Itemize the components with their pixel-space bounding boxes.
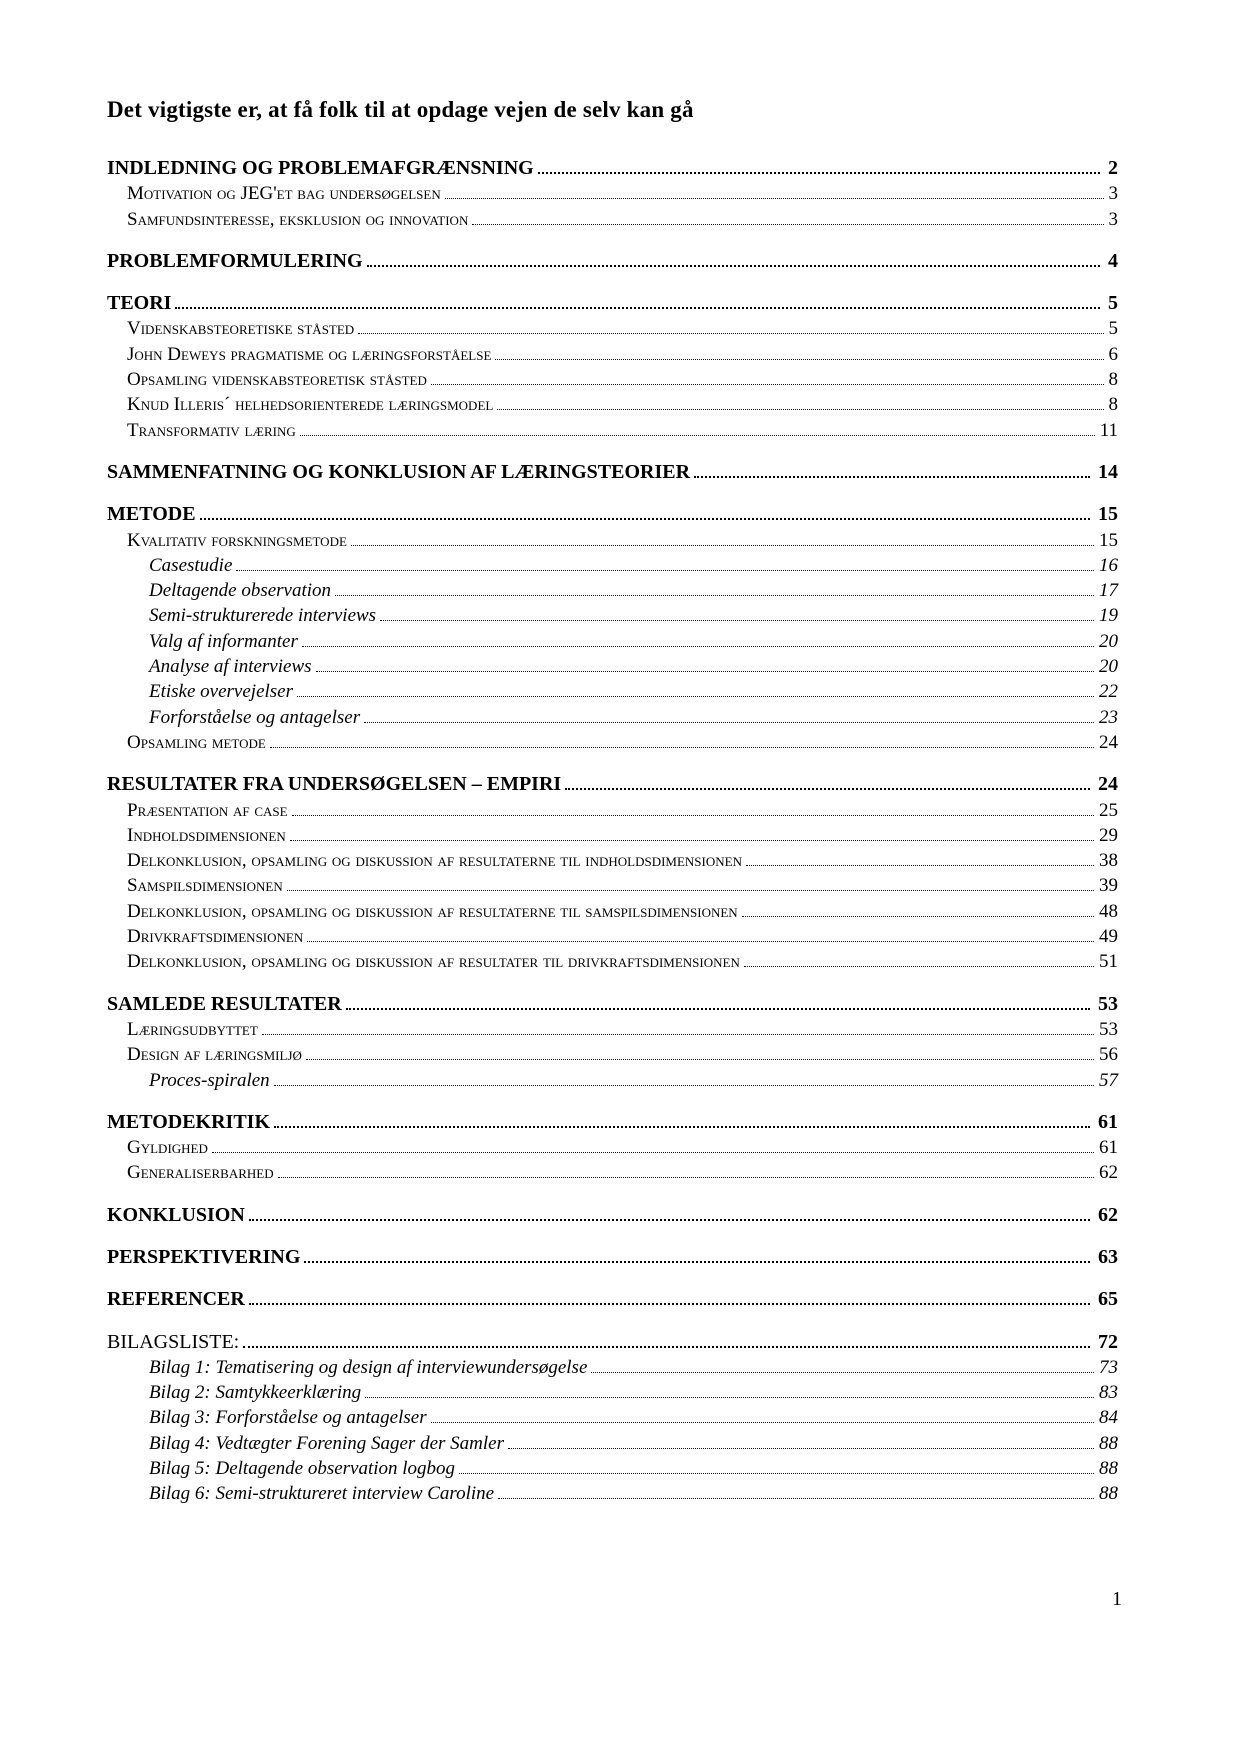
toc-entry[interactable] (149, 679, 1118, 704)
toc-page-number: 62 (1098, 1203, 1118, 1226)
toc-dotted-leader (742, 916, 1094, 917)
toc-dotted-leader (274, 1085, 1094, 1086)
toc-entry-label: BILAGSLISTE: (107, 1330, 240, 1353)
toc-page-number: 73 (1099, 1356, 1118, 1378)
toc-dotted-leader (351, 545, 1094, 546)
toc-page-number: 38 (1099, 850, 1118, 872)
toc-entry[interactable] (107, 502, 1118, 527)
toc-page-number: 20 (1099, 630, 1118, 652)
toc-entry[interactable] (107, 1203, 1118, 1228)
toc-entry[interactable] (149, 1355, 1118, 1380)
footer-page-number: 1 (1112, 1588, 1122, 1610)
toc-entry-label: Forforståelse og antagelser (149, 706, 361, 728)
toc-dotted-leader (249, 1219, 1090, 1221)
toc-entry[interactable] (127, 181, 1118, 206)
toc-page-number: 15 (1098, 503, 1118, 526)
toc-entry-label: KONKLUSION (107, 1203, 245, 1226)
toc-page-number: 65 (1098, 1288, 1118, 1311)
toc-entry[interactable] (127, 899, 1118, 924)
toc-entry[interactable] (149, 603, 1118, 628)
toc-entry[interactable] (107, 156, 1118, 181)
toc-page-number: 16 (1099, 554, 1118, 576)
toc-page-number: 4 (1108, 249, 1118, 272)
toc-dotted-leader (495, 359, 1103, 360)
toc-page-number: 24 (1098, 773, 1118, 796)
toc-dotted-leader (287, 890, 1094, 891)
toc-entry-label: PROBLEMFORMULERING (107, 249, 363, 272)
toc-dotted-leader (358, 333, 1103, 334)
toc-entry-label: Bilag 4: Vedtægter Forening Sager der Samler (149, 1432, 504, 1454)
toc-entry[interactable] (149, 1431, 1118, 1456)
toc-entry[interactable] (149, 629, 1118, 654)
toc-entry[interactable] (127, 848, 1118, 873)
toc-dotted-leader (744, 966, 1094, 967)
toc-entry[interactable] (107, 772, 1118, 797)
toc-entry[interactable] (149, 654, 1118, 679)
toc-dotted-leader (497, 409, 1103, 410)
toc-entry-label: RESULTATER FRA UNDERSØGELSEN – EMPIRI (107, 773, 562, 796)
toc-page-number: 20 (1099, 656, 1118, 678)
toc-dotted-leader (459, 1473, 1094, 1474)
toc-page-number: 84 (1099, 1407, 1118, 1429)
toc-entry-label: PERSPEKTIVERING (107, 1245, 301, 1268)
toc-entry-label: Opsamling metode (127, 731, 266, 753)
toc-entry-label: Kvalitativ forskningsmetode (127, 529, 347, 551)
toc-entry-label: Videnskabsteoretiske ståsted (127, 318, 355, 340)
toc-page-number: 11 (1099, 419, 1118, 441)
toc-dotted-leader (316, 671, 1094, 672)
toc-entry[interactable] (149, 705, 1118, 730)
document-title: Det vigtigste er, at få folk til at opdage vejen de selv kan gå (107, 97, 694, 122)
toc-entry-label: Læringsudbyttet (127, 1018, 258, 1040)
toc-entry-label: Bilag 1: Tematisering og design af interviewundersøgelse (149, 1356, 588, 1378)
toc-entry-label: METODE (107, 503, 196, 526)
toc-page-number: 63 (1098, 1245, 1118, 1268)
toc-dotted-leader (290, 840, 1094, 841)
toc-dotted-leader (335, 595, 1094, 596)
toc-page-number: 51 (1099, 951, 1118, 973)
toc-entry-label: Samspilsdimensionen (127, 875, 283, 897)
toc-page-number: 62 (1099, 1162, 1118, 1184)
toc-entry-label: Gyldighed (127, 1137, 208, 1159)
toc-dotted-leader (565, 788, 1090, 790)
toc-entry-label: Motivation og JEG'et bag undersøgelsen (127, 183, 441, 205)
toc-entry[interactable] (149, 1380, 1118, 1405)
toc-entry[interactable] (127, 924, 1118, 949)
toc-entry-label: SAMLEDE RESULTATER (107, 992, 342, 1015)
toc-page-number: 25 (1099, 799, 1118, 821)
toc-dotted-leader (175, 307, 1100, 309)
toc-dotted-leader (538, 172, 1100, 174)
toc-entry[interactable] (127, 798, 1118, 823)
toc-entry-label: Transformativ læring (127, 419, 296, 441)
toc-page-number: 14 (1098, 460, 1118, 483)
toc-entry[interactable] (149, 1456, 1118, 1481)
toc-entry-label: Deltagende observation (149, 580, 332, 602)
toc-page-number: 8 (1108, 394, 1118, 416)
toc-entry[interactable] (149, 578, 1118, 603)
toc-page-number: 24 (1099, 731, 1118, 753)
toc-dotted-leader (508, 1448, 1094, 1449)
toc-page-number: 22 (1099, 681, 1118, 703)
toc-dotted-leader (270, 747, 1094, 748)
toc-entry-label: Valg af informanter (149, 630, 298, 652)
toc-entry[interactable] (127, 418, 1118, 443)
toc-page-number: 57 (1099, 1069, 1118, 1091)
toc-entry-label: SAMMENFATNING OG KONKLUSION AF LÆRINGSTEORIER (107, 460, 691, 483)
toc-dotted-leader (365, 1397, 1094, 1398)
toc-entry[interactable] (127, 730, 1118, 755)
toc-entry[interactable] (127, 342, 1118, 367)
toc-entry-label: TEORI (107, 292, 172, 315)
toc-entry[interactable] (127, 1135, 1118, 1160)
toc-page-number: 29 (1099, 824, 1118, 846)
toc-entry[interactable] (127, 823, 1118, 848)
toc-page-number: 39 (1099, 875, 1118, 897)
toc-dotted-leader (380, 620, 1094, 621)
toc-entry[interactable] (107, 249, 1118, 274)
toc-page-number: 17 (1099, 580, 1118, 602)
toc-entry[interactable] (127, 316, 1118, 341)
toc-page-number: 88 (1099, 1458, 1118, 1480)
toc-page-number: 53 (1098, 992, 1118, 1015)
toc-entry[interactable] (127, 1160, 1118, 1185)
toc-entry[interactable] (107, 1330, 1118, 1355)
toc-dotted-leader (278, 1177, 1094, 1178)
toc-page-number: 88 (1099, 1483, 1118, 1505)
toc-entry[interactable] (127, 528, 1118, 553)
toc-dotted-leader (302, 646, 1094, 647)
toc-dotted-leader (472, 224, 1103, 225)
toc-page-number: 2 (1108, 157, 1118, 179)
toc-dotted-leader (297, 696, 1094, 697)
toc-dotted-leader (292, 815, 1094, 816)
toc-entry[interactable] (149, 1405, 1118, 1430)
toc-entry-label: Delkonklusion, opsamling og diskussion af resultater til drivkraftsdimensionen (127, 951, 740, 973)
toc-dotted-leader (367, 265, 1100, 267)
toc-entry[interactable] (127, 392, 1118, 417)
toc-entry[interactable] (107, 992, 1118, 1017)
toc-page-number: 8 (1108, 369, 1118, 391)
toc-page-number: 3 (1108, 183, 1118, 205)
toc-dotted-leader (300, 435, 1095, 436)
toc-dotted-leader (262, 1034, 1094, 1035)
toc-entry-label: Opsamling videnskabsteoretisk ståsted (127, 369, 427, 391)
toc-entry-label: John Deweys pragmatisme og læringsforståelse (127, 343, 492, 365)
toc-entry-label: Semi-strukturerede interviews (149, 605, 377, 627)
toc-page-number: 61 (1098, 1110, 1118, 1133)
toc-entry[interactable] (127, 873, 1118, 898)
toc-dotted-leader (212, 1152, 1094, 1153)
toc-entry-label: Bilag 6: Semi-struktureret interview Caroline (149, 1483, 495, 1505)
toc-entry[interactable] (127, 207, 1118, 232)
toc-dotted-leader (431, 384, 1104, 385)
toc-dotted-leader (364, 722, 1094, 723)
toc-entry[interactable] (107, 291, 1118, 316)
toc-entry-label: Præsentation af case (127, 799, 288, 821)
toc-dotted-leader (346, 1008, 1090, 1010)
toc-entry-label: Proces-spiralen (149, 1069, 270, 1091)
toc-page-number: 88 (1099, 1432, 1118, 1454)
toc-page-number: 49 (1099, 926, 1118, 948)
toc-page-number: 56 (1099, 1044, 1118, 1066)
toc-entry[interactable] (149, 553, 1118, 578)
toc-entry-label: Generaliserbarhed (127, 1162, 274, 1184)
toc-dotted-leader (591, 1372, 1094, 1373)
toc-dotted-leader (746, 865, 1094, 866)
toc-entry-label: Bilag 3: Forforståelse og antagelser (149, 1407, 427, 1429)
toc-entry-label: Delkonklusion, opsamling og diskussion af resultaterne til samspilsdimensionen (127, 900, 738, 922)
toc-entry-label: Knud Illeris´ helhedsorienterede læringsmodel (127, 394, 494, 416)
toc-page-number: 53 (1099, 1018, 1118, 1040)
toc-entry-label: Drivkraftsdimensionen (127, 926, 304, 948)
toc-entry[interactable] (149, 1481, 1118, 1506)
toc-entry[interactable] (127, 1017, 1118, 1042)
toc-page-number: 83 (1099, 1382, 1118, 1404)
toc-entry[interactable] (127, 367, 1118, 392)
toc-dotted-leader (694, 476, 1090, 478)
toc-entry[interactable] (107, 1245, 1118, 1270)
toc-page-number: 48 (1099, 900, 1118, 922)
toc-dotted-leader (306, 1059, 1094, 1060)
toc-entry-label: Analyse af interviews (149, 656, 312, 678)
toc-page-number: 61 (1099, 1137, 1118, 1159)
toc-page-number: 19 (1099, 605, 1118, 627)
toc-dotted-leader (243, 1346, 1090, 1348)
toc-entry-label: Design af læringsmiljø (127, 1044, 302, 1066)
toc-dotted-leader (445, 198, 1104, 199)
toc-entry-label: Etiske overvejelser (149, 681, 294, 703)
toc-entry[interactable] (107, 1110, 1118, 1135)
toc-page-number: 72 (1098, 1330, 1118, 1353)
toc-page-number: 3 (1108, 208, 1118, 230)
toc-entry-label: Indholdsdimensionen (127, 824, 286, 846)
toc-dotted-leader (307, 941, 1094, 942)
toc-dotted-leader (431, 1422, 1094, 1423)
toc-entry-label: METODEKRITIK (107, 1110, 270, 1133)
toc-entry-label: Bilag 5: Deltagende observation logbog (149, 1458, 456, 1480)
toc-entry[interactable] (127, 949, 1118, 974)
toc-entry-label: Delkonklusion, opsamling og diskussion af resultaterne til indholdsdimensionen (127, 850, 742, 872)
toc-entry[interactable] (107, 460, 1118, 485)
toc-dotted-leader (236, 570, 1094, 571)
toc-dotted-leader (498, 1498, 1094, 1499)
toc-entry-label: Casestudie (149, 554, 233, 576)
toc-dotted-leader (249, 1303, 1090, 1305)
toc-entry[interactable] (107, 1287, 1118, 1312)
table-of-contents (107, 156, 1118, 1507)
toc-dotted-leader (200, 518, 1090, 520)
toc-dotted-leader (274, 1126, 1090, 1128)
toc-entry-label: INDLEDNING OG PROBLEMAFGRÆNSNING (107, 157, 534, 179)
toc-page-number: 6 (1108, 343, 1118, 365)
toc-entry-label: REFERENCER (107, 1288, 245, 1311)
toc-page-number: 5 (1108, 318, 1118, 340)
toc-dotted-leader (304, 1261, 1090, 1263)
toc-entry-label: Bilag 2: Samtykkeerklæring (149, 1382, 362, 1404)
toc-entry[interactable] (127, 1042, 1118, 1067)
toc-entry-label: Samfundsinteresse, eksklusion og innovation (127, 208, 469, 230)
toc-page-number: 23 (1099, 706, 1118, 728)
toc-page-number: 5 (1108, 292, 1118, 315)
toc-entry[interactable] (149, 1068, 1118, 1093)
toc-page-number: 15 (1099, 529, 1118, 551)
